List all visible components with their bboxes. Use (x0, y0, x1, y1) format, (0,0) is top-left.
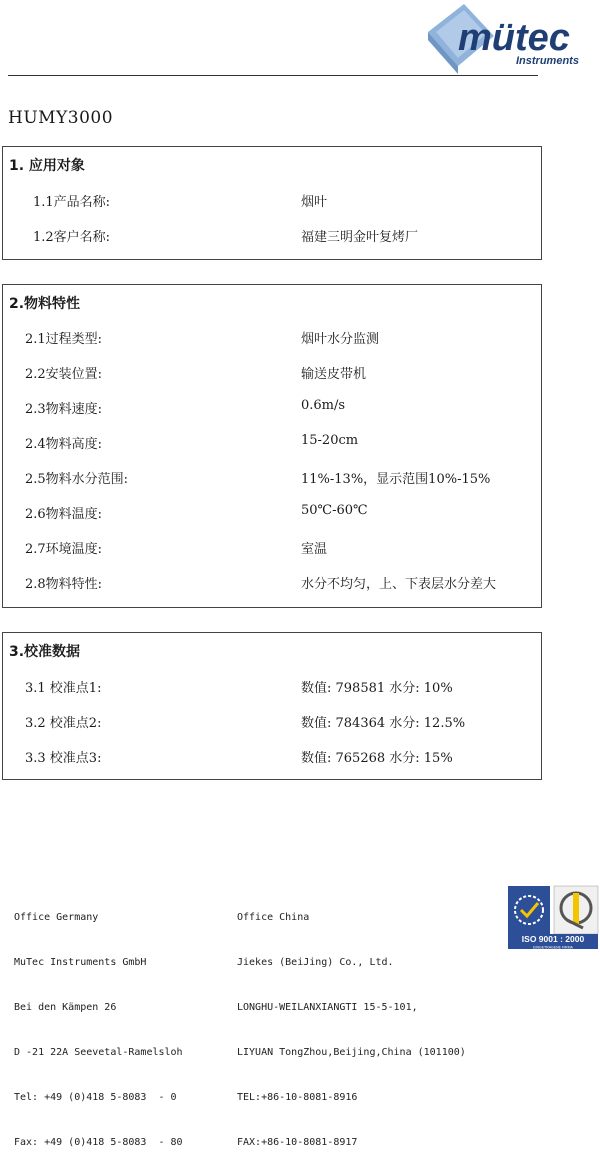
footer-line: Office China (237, 912, 310, 923)
footer-line: Fax: +49 (0)418 5-8083 - 80 (14, 1137, 183, 1148)
footer-line: Bei den Kämpen 26 (14, 1002, 117, 1013)
table-row (3, 538, 541, 558)
row-value: 室温 (301, 542, 328, 557)
row-label: 2.1过程类型: (25, 332, 103, 347)
row-label: 2.4物料高度: (25, 437, 103, 452)
mutec-logo (424, 2, 600, 74)
row-value: 输送皮带机 (301, 367, 367, 382)
row-label: 3.2 校准点2: (25, 716, 102, 731)
table-row (3, 468, 541, 488)
table-row (3, 503, 541, 523)
footer-line: Jiekes (BeiJing) Co., Ltd. (237, 957, 394, 968)
row-label: 2.3物料速度: (25, 402, 103, 417)
header-divider (8, 75, 538, 76)
row-value: 烟叶 (301, 195, 328, 210)
table-row (3, 677, 541, 697)
iso-certification-badge (507, 884, 599, 950)
section-title: 1. 应用对象 (9, 158, 85, 174)
row-label: 2.5物料水分范围: (25, 472, 129, 487)
row-label: 2.8物料特性: (25, 577, 103, 592)
row-value: 15-20cm (301, 433, 359, 448)
section-calibration-data (2, 632, 542, 780)
row-value: 数值: 784364 水分: 12.5% (301, 716, 466, 731)
footer-line: D -21 22A Seevetal-Ramelsloh (14, 1047, 183, 1058)
row-value: 50℃-60℃ (301, 503, 368, 518)
table-row (3, 226, 541, 246)
footer-line: FAX:+86-10-8081-8917 (237, 1137, 358, 1148)
row-value: 烟叶水分监测 (301, 332, 380, 347)
footer-line: LIYUAN TongZhou,Beijing,China (101100) (237, 1047, 466, 1058)
row-value: 数值: 765268 水分: 15% (301, 751, 453, 766)
table-row (3, 433, 541, 453)
row-value: 11%-13%，显示范围10%-15% (301, 472, 491, 487)
table-row (3, 328, 541, 348)
table-row (3, 191, 541, 211)
table-row (3, 363, 541, 383)
row-value: 数值: 798581 水分: 10% (301, 681, 453, 696)
row-value: 0.6m/s (301, 398, 346, 413)
iso-subtext: EINGETRAGENE FIRMA (533, 945, 573, 950)
footer-office-china (237, 880, 466, 1165)
footer-line: TEL:+86-10-8081-8916 (237, 1092, 358, 1103)
section-title: 2.物料特性 (9, 296, 81, 312)
footer-line: Tel: +49 (0)418 5-8083 - 0 (14, 1092, 177, 1103)
row-label: 1.2客户名称: (33, 230, 111, 245)
table-row (3, 712, 541, 732)
row-label: 3.1 校准点1: (25, 681, 102, 696)
footer-line: Office Germany (14, 912, 99, 923)
footer-line: LONGHU-WEILANXIANGTI 15-5-101, (237, 1002, 418, 1013)
logo-subtext: Instruments (516, 55, 579, 67)
row-label: 2.2安装位置: (25, 367, 103, 382)
logo-wordmark: mütec (458, 17, 570, 59)
table-row (3, 398, 541, 418)
row-label: 2.7环境温度: (25, 542, 103, 557)
row-label: 3.3 校准点3: (25, 751, 102, 766)
section-title: 3.校准数据 (9, 644, 81, 660)
table-row (3, 747, 541, 767)
iso-label: ISO 9001 : 2000 (521, 934, 585, 944)
row-value: 水分不均匀，上、下表层水分差大 (301, 577, 497, 592)
table-row (3, 573, 541, 593)
section-application (2, 146, 542, 260)
product-name: HUMY3000 (8, 108, 114, 128)
row-label: 1.1产品名称: (33, 195, 111, 210)
footer-line: MuTec Instruments GmbH (14, 957, 147, 968)
section-material-properties (2, 284, 542, 608)
footer-office-germany (14, 880, 183, 1165)
row-value: 福建三明金叶复烤厂 (301, 230, 419, 245)
row-label: 2.6物料温度: (25, 507, 103, 522)
